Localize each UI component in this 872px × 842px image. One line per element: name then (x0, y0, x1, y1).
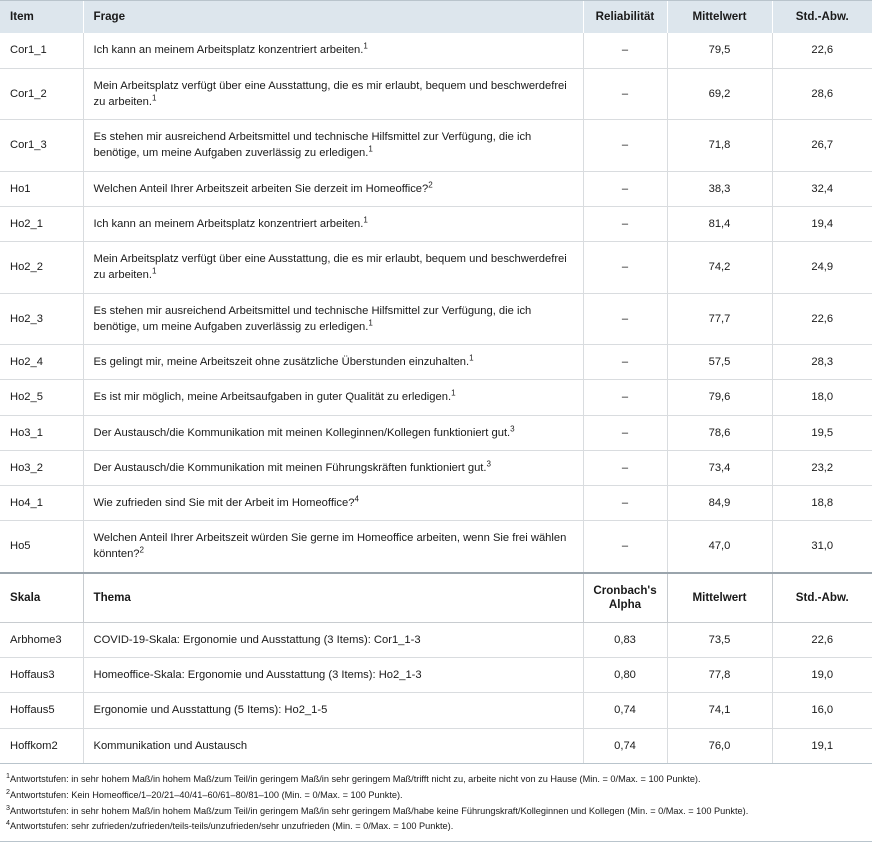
cell-item-code: Ho2_3 (0, 293, 83, 344)
cell-std-dev: 32,4 (772, 171, 872, 206)
footnote-marker: 3 (6, 803, 10, 812)
column-header-skala: Skala (0, 573, 83, 623)
question-text: Wie zufrieden sind Sie mit der Arbeit im Homeoffice? (93, 497, 355, 509)
footnote-marker: 1 (151, 93, 157, 103)
table-row (0, 486, 872, 521)
cell-mean: 47,0 (667, 521, 772, 573)
cell-std-dev: 23,2 (772, 450, 872, 485)
cell-std-dev: 16,0 (772, 693, 872, 728)
cell-question-text (83, 33, 583, 68)
cell-item-code: Ho4_1 (0, 486, 83, 521)
cell-scale-topic: Ergonomie und Ausstattung (5 Items): Ho2_1-5 (83, 693, 583, 728)
cell-scale-topic: Kommunikation und Austausch (83, 728, 583, 763)
cell-question-text (83, 380, 583, 415)
cell-std-dev: 22,6 (772, 293, 872, 344)
footnote-marker: 1 (151, 266, 157, 276)
question-text: Mein Arbeitsplatz verfügt über eine Ausstattung, die es mir erlaubt, bequem und beschwerdefrei zu arbeiten. (93, 253, 567, 282)
cell-scale-code: Hoffaus3 (0, 658, 83, 693)
cell-question-text (83, 120, 583, 171)
footnote-marker: 3 (510, 423, 515, 433)
cell-std-dev: 24,9 (772, 242, 872, 293)
cell-std-dev: 18,8 (772, 486, 872, 521)
cell-reliability: – (583, 171, 667, 206)
cell-cronbach-alpha: 0,74 (583, 728, 667, 763)
survey-items-and-scales-table (0, 1, 872, 764)
table-row (0, 728, 872, 763)
cell-std-dev: 28,3 (772, 345, 872, 380)
cell-std-dev: 26,7 (772, 120, 872, 171)
cell-reliability: – (583, 33, 667, 68)
cell-mean: 81,4 (667, 206, 772, 241)
cell-mean: 74,2 (667, 242, 772, 293)
cell-reliability: – (583, 120, 667, 171)
cell-mean: 57,5 (667, 345, 772, 380)
cell-question-text (83, 171, 583, 206)
cell-mean: 77,8 (667, 658, 772, 693)
footnote-marker: 2 (428, 179, 433, 189)
table-row (0, 345, 872, 380)
cell-scale-topic: COVID-19-Skala: Ergonomie und Ausstattung (3 Items): Cor1_1-3 (83, 622, 583, 657)
cell-mean: 38,3 (667, 171, 772, 206)
question-text: Ich kann an meinem Arbeitsplatz konzentriert arbeiten. (93, 217, 364, 230)
cell-reliability: – (583, 380, 667, 415)
table-row (0, 120, 872, 171)
table-row (0, 415, 872, 450)
cell-scale-code: Hoffkom2 (0, 728, 83, 763)
question-text: Welchen Anteil Ihrer Arbeitszeit würden Sie gerne im Homeoffice arbeiten, wenn Sie frei wählen könnten? (93, 532, 567, 561)
cell-question-text (83, 293, 583, 344)
footnote-text: Antwortstufen: in sehr hohem Maß/in hohem Maß/zum Teil/in geringem Maß/in sehr geringem Maß/trifft nicht zu, arbeite nicht von zu Hause (Min. = 0/Max. = 100 Punkte). (9, 773, 701, 784)
cell-reliability: – (583, 206, 667, 241)
cell-mean: 71,8 (667, 120, 772, 171)
cell-mean: 78,6 (667, 415, 772, 450)
cell-reliability: – (583, 293, 667, 344)
footnote-marker: 1 (368, 318, 373, 328)
cell-item-code: Ho3_2 (0, 450, 83, 485)
footnote-line (6, 788, 866, 804)
scales-header-row (0, 573, 872, 623)
footnote-text: Antwortstufen: sehr zufrieden/zufrieden/teils-teils/unzufrieden/sehr unzufrieden (Min. = 0/Max. = 100 Punkte). (9, 821, 454, 832)
scale-rows-body (0, 622, 872, 763)
footnote-marker: 1 (6, 771, 10, 780)
question-text: Mein Arbeitsplatz verfügt über eine Ausstattung, die es mir erlaubt, bequem und beschwerdefrei zu arbeiten. (93, 79, 567, 108)
cell-mean: 73,5 (667, 622, 772, 657)
question-text: Es gelingt mir, meine Arbeitszeit ohne zusätzliche Überstunden einzuhalten. (93, 356, 470, 369)
cell-cronbach-alpha: 0,80 (583, 658, 667, 693)
table-row (0, 171, 872, 206)
table-row (0, 206, 872, 241)
table-row (0, 33, 872, 68)
column-header-mittelwert: Mittelwert (667, 1, 772, 33)
footnote-marker: 4 (354, 494, 359, 504)
footnote-marker: 1 (363, 215, 368, 225)
cell-scale-code: Hoffaus5 (0, 693, 83, 728)
cell-item-code: Ho5 (0, 521, 83, 573)
table-row (0, 622, 872, 657)
cell-mean: 69,2 (667, 68, 772, 119)
cell-reliability: – (583, 450, 667, 485)
cell-item-code: Ho2_4 (0, 345, 83, 380)
table-row (0, 658, 872, 693)
cell-item-code: Ho2_1 (0, 206, 83, 241)
cell-cronbach-alpha: 0,74 (583, 693, 667, 728)
cell-mean: 79,6 (667, 380, 772, 415)
table-row (0, 293, 872, 344)
table-row (0, 380, 872, 415)
cell-scale-code: Arbhome3 (0, 622, 83, 657)
column-header-scale-mittelwert: Mittelwert (667, 573, 772, 623)
cell-mean: 73,4 (667, 450, 772, 485)
table-row (0, 693, 872, 728)
cell-question-text (83, 415, 583, 450)
table-row (0, 68, 872, 119)
cell-question-text (83, 206, 583, 241)
item-rows-body (0, 33, 872, 572)
question-text: Der Austausch/die Kommunikation mit meinen Führungskräften funktioniert gut. (93, 461, 487, 474)
cell-std-dev: 19,1 (772, 728, 872, 763)
cell-reliability: – (583, 345, 667, 380)
column-header-thema: Thema (83, 573, 583, 623)
footnote-line (6, 772, 866, 788)
cell-std-dev: 31,0 (811, 540, 834, 553)
cell-question-text (83, 521, 583, 573)
footnote-line (6, 804, 866, 820)
cell-scale-topic: Homeoffice-Skala: Ergonomie und Ausstattung (3 Items): Ho2_1-3 (83, 658, 583, 693)
cell-mean: 84,9 (667, 486, 772, 521)
table-row (0, 242, 872, 293)
footnote-marker: 1 (451, 388, 456, 398)
cell-mean: 74,1 (667, 693, 772, 728)
question-text: Es stehen mir ausreichend Arbeitsmittel und technische Hilfsmittel zur Verfügung, die ich benötige, um meine Aufgaben zuverlässig zu erledigen. (93, 304, 532, 333)
cell-question-text (83, 450, 583, 485)
column-header-item: Item (0, 1, 83, 33)
table-head (0, 1, 872, 33)
cell-reliability: – (583, 521, 667, 573)
table-row (0, 521, 872, 573)
question-text: Der Austausch/die Kommunikation mit meinen Kolleginnen/Kollegen funktioniert gut. (93, 426, 511, 439)
cell-item-code: Cor1_3 (0, 120, 83, 171)
cell-item-code: Ho1 (0, 171, 83, 206)
footnote-marker: 1 (368, 144, 373, 154)
footnote-marker: 2 (139, 545, 145, 555)
question-text: Es stehen mir ausreichend Arbeitsmittel und technische Hilfsmittel zur Verfügung, die ich benötige, um meine Aufgaben zuverlässig zu erledigen. (93, 131, 532, 160)
cell-mean: 76,0 (667, 728, 772, 763)
cell-question-text (83, 486, 583, 521)
column-header-frage: Frage (83, 1, 583, 33)
footnote-marker: 1 (363, 41, 368, 51)
cell-std-dev: 19,4 (772, 206, 872, 241)
cell-std-dev: 19,5 (772, 415, 872, 450)
footnote-line (6, 819, 866, 835)
cell-std-dev: 22,6 (772, 33, 872, 68)
footnote-marker: 2 (6, 787, 10, 796)
column-header-reliabilitaet: Reliabilität (583, 1, 667, 33)
cell-question-text (83, 345, 583, 380)
cell-question-text (83, 68, 583, 119)
cell-reliability: – (583, 415, 667, 450)
cell-std-dev: 22,6 (772, 622, 872, 657)
cell-reliability: – (583, 68, 667, 119)
column-header-std-abw: Std.-Abw. (772, 1, 872, 33)
column-header-cronbach-alpha: Cronbach's Alpha (583, 573, 667, 623)
footnote-text: Antwortstufen: Kein Homeoffice/1–20/21–40/41–60/61–80/81–100 (Min. = 0/Max. = 100 Punkte). (9, 789, 403, 800)
cell-item-code: Cor1_1 (0, 33, 83, 68)
cell-std-dev: 19,0 (772, 658, 872, 693)
cell-item-code: Cor1_2 (0, 68, 83, 119)
cell-reliability: – (583, 486, 667, 521)
question-text: Ich kann an meinem Arbeitsplatz konzentriert arbeiten. (93, 44, 364, 57)
column-header-scale-std-abw: Std.-Abw. (772, 573, 872, 623)
cell-item-code: Ho3_1 (0, 415, 83, 450)
table-footnotes (0, 764, 872, 841)
cell-mean: 77,7 (667, 293, 772, 344)
items-header-row (0, 1, 872, 33)
footnote-marker: 1 (469, 353, 474, 363)
cell-item-code: Ho2_5 (0, 380, 83, 415)
cell-mean: 79,5 (667, 33, 772, 68)
cell-question-text (83, 242, 583, 293)
table-row (0, 450, 872, 485)
footnote-marker: 3 (486, 459, 491, 469)
cell-reliability: – (583, 242, 667, 293)
scales-header-body (0, 573, 872, 623)
cell-item-code: Ho2_2 (0, 242, 83, 293)
footnote-marker: 4 (6, 819, 10, 828)
question-text: Welchen Anteil Ihrer Arbeitszeit arbeiten Sie derzeit im Homeoffice? (93, 182, 429, 195)
cell-std-dev: 18,0 (772, 380, 872, 415)
cell-std-dev: 28,6 (772, 68, 872, 119)
footnote-text: Antwortstufen: in sehr hohem Maß/in hohem Maß/zum Teil/in geringem Maß/in sehr geringem Maß/habe keine Führungskraft/Kolleginnen und Kollegen (Min. = 0/Max. = 100 Punkte). (9, 805, 749, 816)
question-text: Es ist mir möglich, meine Arbeitsaufgaben in guter Qualität zu erledigen. (93, 391, 452, 404)
cell-cronbach-alpha: 0,83 (583, 622, 667, 657)
